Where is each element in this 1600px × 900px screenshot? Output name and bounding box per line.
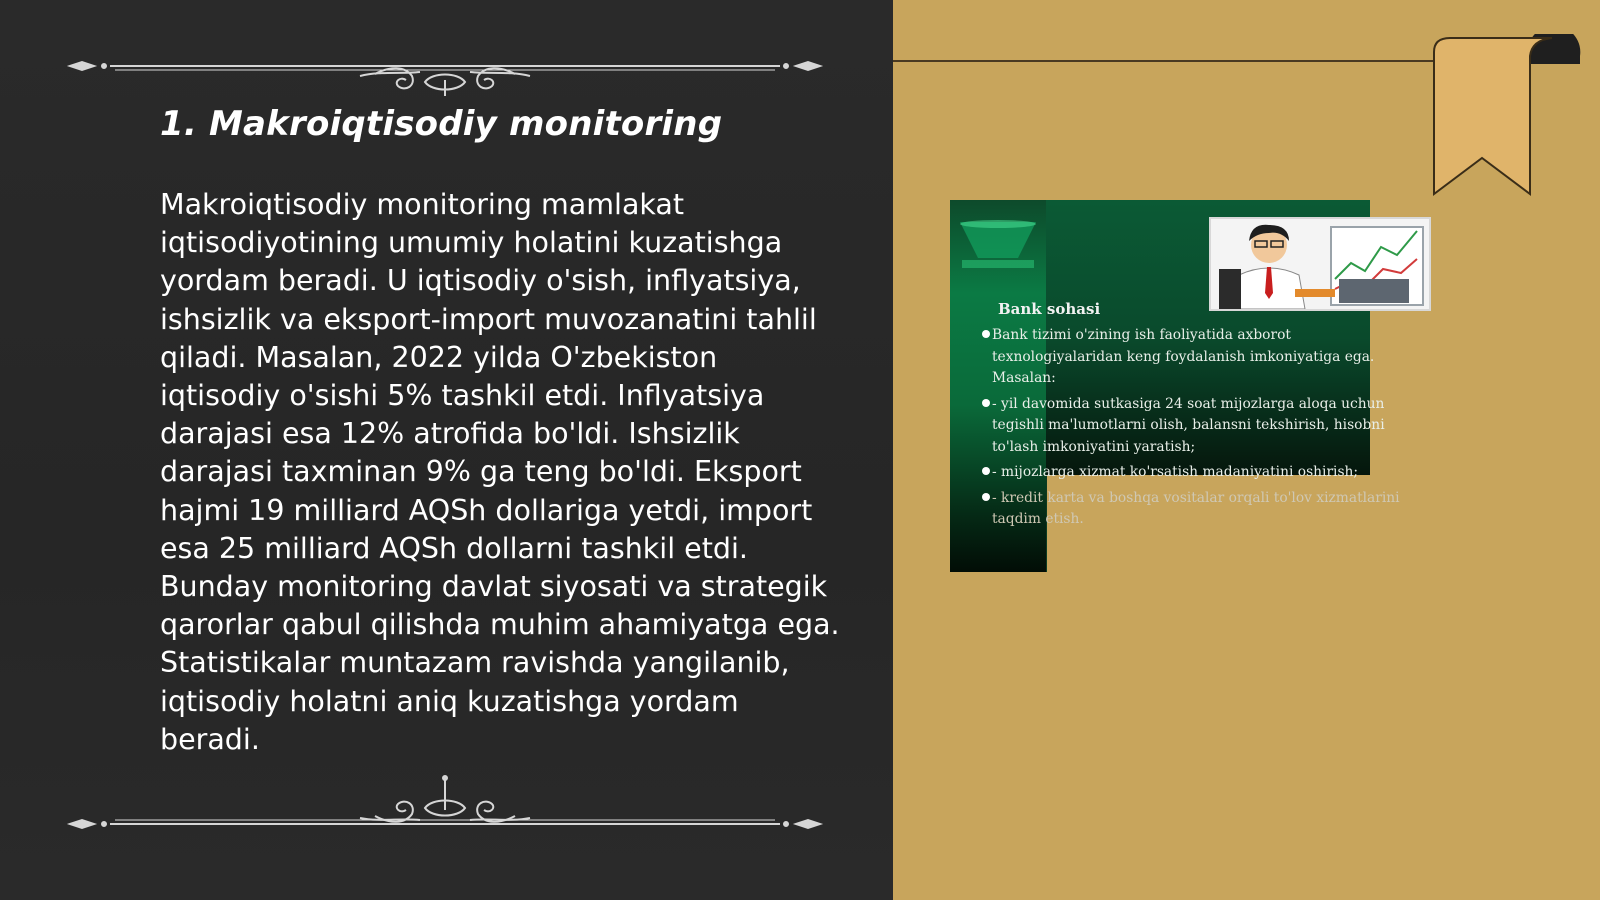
emblem-icon: [958, 218, 1038, 276]
top-rule-line: [893, 60, 1438, 62]
bullet-text: - kredit karta va boshqa vositalar orqali to'lov xizmatlarini taqdim etish.: [992, 489, 1400, 527]
bullet-dot-icon: [982, 399, 990, 407]
bullet-text: Bank tizimi o'zining ish faoliyatida axborot texnologiyalaridan keng foydalanish imkoniyatiga ega. Masalan:: [992, 327, 1375, 386]
businessman-computer-illustration-icon: [1209, 217, 1431, 311]
bookmark-ribbon-icon: [1432, 34, 1582, 204]
bullet-text: - mijozlarga xizmat ko'rsatish madaniyatini oshirish;: [992, 464, 1359, 480]
bullet-dot-icon: [982, 493, 990, 501]
bottom-ornament-divider: [60, 770, 830, 830]
bullet-text: - yil davomida sutkasiga 24 soat mijozlarga aloqa uchun tegishli ma'lumotlarni olish, balansni tekshirish, hisobni to'lash imkoniyatini yaratish;: [992, 395, 1385, 455]
embedded-slide-heading: Bank sohasi: [998, 300, 1101, 318]
slide-title: 1. Makroiqtisodiy monitoring: [160, 104, 723, 144]
top-ornament-divider: [60, 36, 830, 96]
embedded-slide-bullets: [980, 325, 1420, 535]
list-item: [980, 462, 1420, 484]
bullet-dot-icon: [982, 467, 990, 475]
bullet-dot-icon: [982, 330, 990, 338]
slide-body-paragraph: Makroiqtisodiy monitoring mamlakat iqtisodiyotining umumiy holatini kuzatishga yordam beradi. U iqtisodiy o'sish, inflyatsiya, ishsizlik va eksport-import muvozanatini tahlil qiladi. Masalan, 2022 yilda O'zbekiston iqtisodiy o'sishi 5% tashkil etdi. Inflyatsiya darajasi esa 12% atrofida bo'ldi. Ishsizlik darajasi taxminan 9% ga teng bo'ldi. Eksport hajmi 19 milliard AQSh dollariga yetdi, import esa 25 milliard AQSh dollarni tashkil etdi. Bunday monitoring davlat siyosati va strategik qarorlar qabul qilishda muhim ahamiyatga ega. Statistikalar muntazam ravishda yangilanib, iqtisodiy holatni aniq kuzatishga yordam beradi.: [160, 188, 840, 756]
list-item: [980, 325, 1420, 390]
list-item: [980, 488, 1420, 531]
list-item: [980, 394, 1420, 459]
